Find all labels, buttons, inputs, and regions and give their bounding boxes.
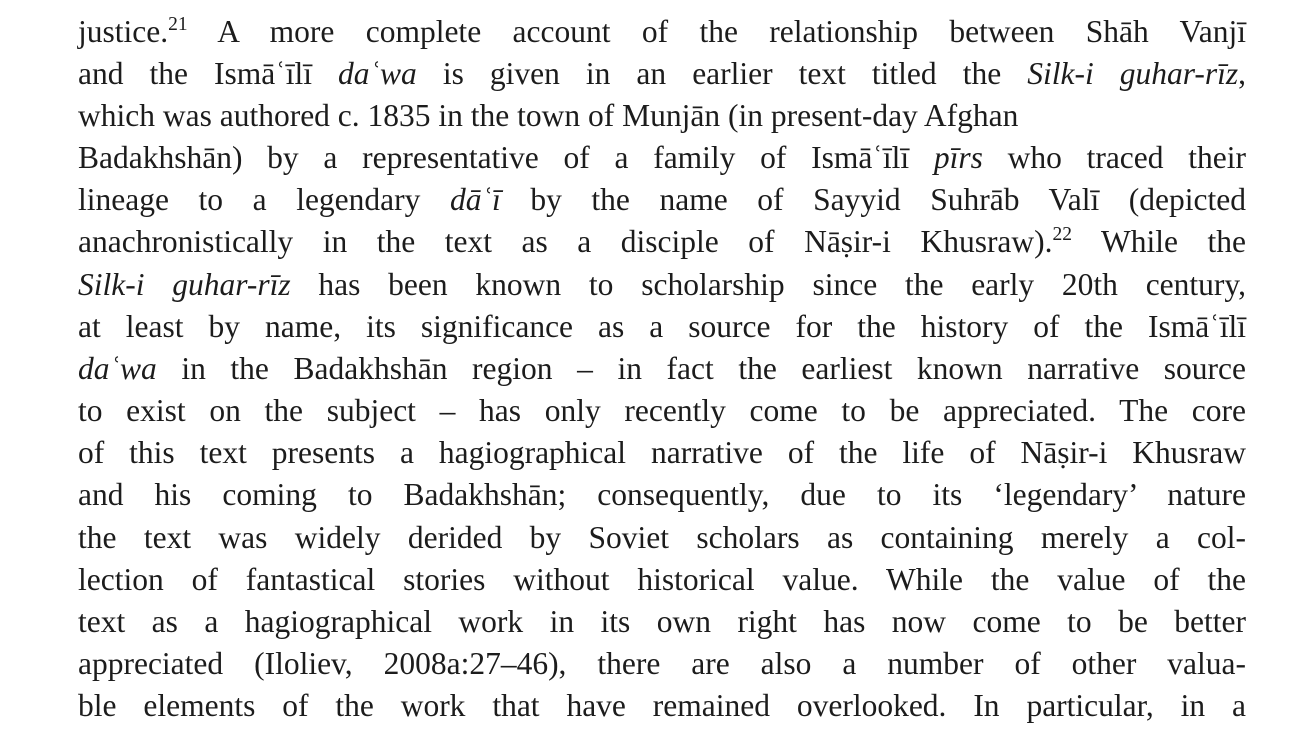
text-run: lection of fantastical stories without historical value. While the value of the [78, 562, 1246, 597]
text-line [78, 178, 1246, 221]
text-run: at least by name, its significance as a source for the history of the Ismāʿīlī [78, 309, 1246, 344]
text-run: by the name of Sayyid Suhrāb Valī (depicted [500, 182, 1246, 217]
text-line [78, 642, 1246, 685]
text-line [78, 305, 1246, 348]
cropped-previous-line [78, 0, 1246, 6]
text-run: is given in an earlier text titled the [416, 56, 1028, 91]
text-line [78, 10, 1246, 53]
text-run: the text was widely derided by Soviet scholars as containing merely a col- [78, 520, 1246, 555]
text-run: and the Ismāʿīlī [78, 56, 339, 91]
italic-term: Silk-i guhar-rīz [1027, 56, 1239, 91]
text-run: lineage to a legendary [78, 182, 450, 217]
text-line [78, 684, 1246, 727]
text-run: to exist on the subject – has only recently come to be appreciated. The core [78, 393, 1246, 428]
text-line [78, 263, 1246, 306]
footnote-marker: 21 [168, 13, 188, 35]
text-line [78, 136, 1246, 179]
text-run: and his coming to Badakhshān; consequently, due to its ‘legendary’ nature [78, 477, 1246, 512]
text-run: which was authored c. 1835 in the town of Munjān (in present-day Afghan [78, 98, 1019, 133]
text-run: While the [1072, 224, 1246, 259]
text-line [78, 220, 1246, 263]
text-run: Badakhshān) by a representative of a family of Ismāʿīlī [78, 140, 934, 175]
text-run: who traced their [982, 140, 1246, 175]
text-run: text as a hagiographical work in its own right has now come to be better [78, 604, 1246, 639]
italic-term: daʿwa [338, 56, 417, 91]
text-line [78, 389, 1246, 432]
italic-term: Silk-i guhar-rīz [78, 267, 291, 302]
text-run: of this text presents a hagiographical narrative of the life of Nāṣir-i Khusraw [78, 435, 1246, 470]
italic-term: pīrs [933, 140, 983, 175]
text-run: , [1238, 56, 1246, 91]
text-line [78, 558, 1246, 601]
text-run: anachronistically in the text as a disciple of Nāṣir-i Khusraw). [78, 224, 1053, 259]
italic-term: daʿwa [78, 351, 157, 386]
text-line [78, 94, 1246, 137]
text-run: in the Badakhshān region – in fact the earliest known narrative source [156, 351, 1246, 386]
text-run: appreciated (Iloliev, 2008a:27–46), there are also a number of other valua- [78, 646, 1246, 681]
text-run: has been known to scholarship since the early 20th century, [290, 267, 1246, 302]
text-line [78, 600, 1246, 643]
footnote-marker: 22 [1052, 223, 1073, 245]
text-run: justice. [78, 14, 169, 49]
italic-term: dāʿī [449, 182, 501, 217]
text-line [78, 347, 1246, 390]
text-line [78, 516, 1246, 559]
text-line [78, 431, 1246, 474]
text-run: ble elements of the work that have remained overlooked. In particular, in a [78, 688, 1246, 723]
text-line [78, 52, 1246, 95]
text-line [78, 473, 1246, 516]
text-run: A more complete account of the relationship between Shāh Vanjī [187, 14, 1246, 49]
